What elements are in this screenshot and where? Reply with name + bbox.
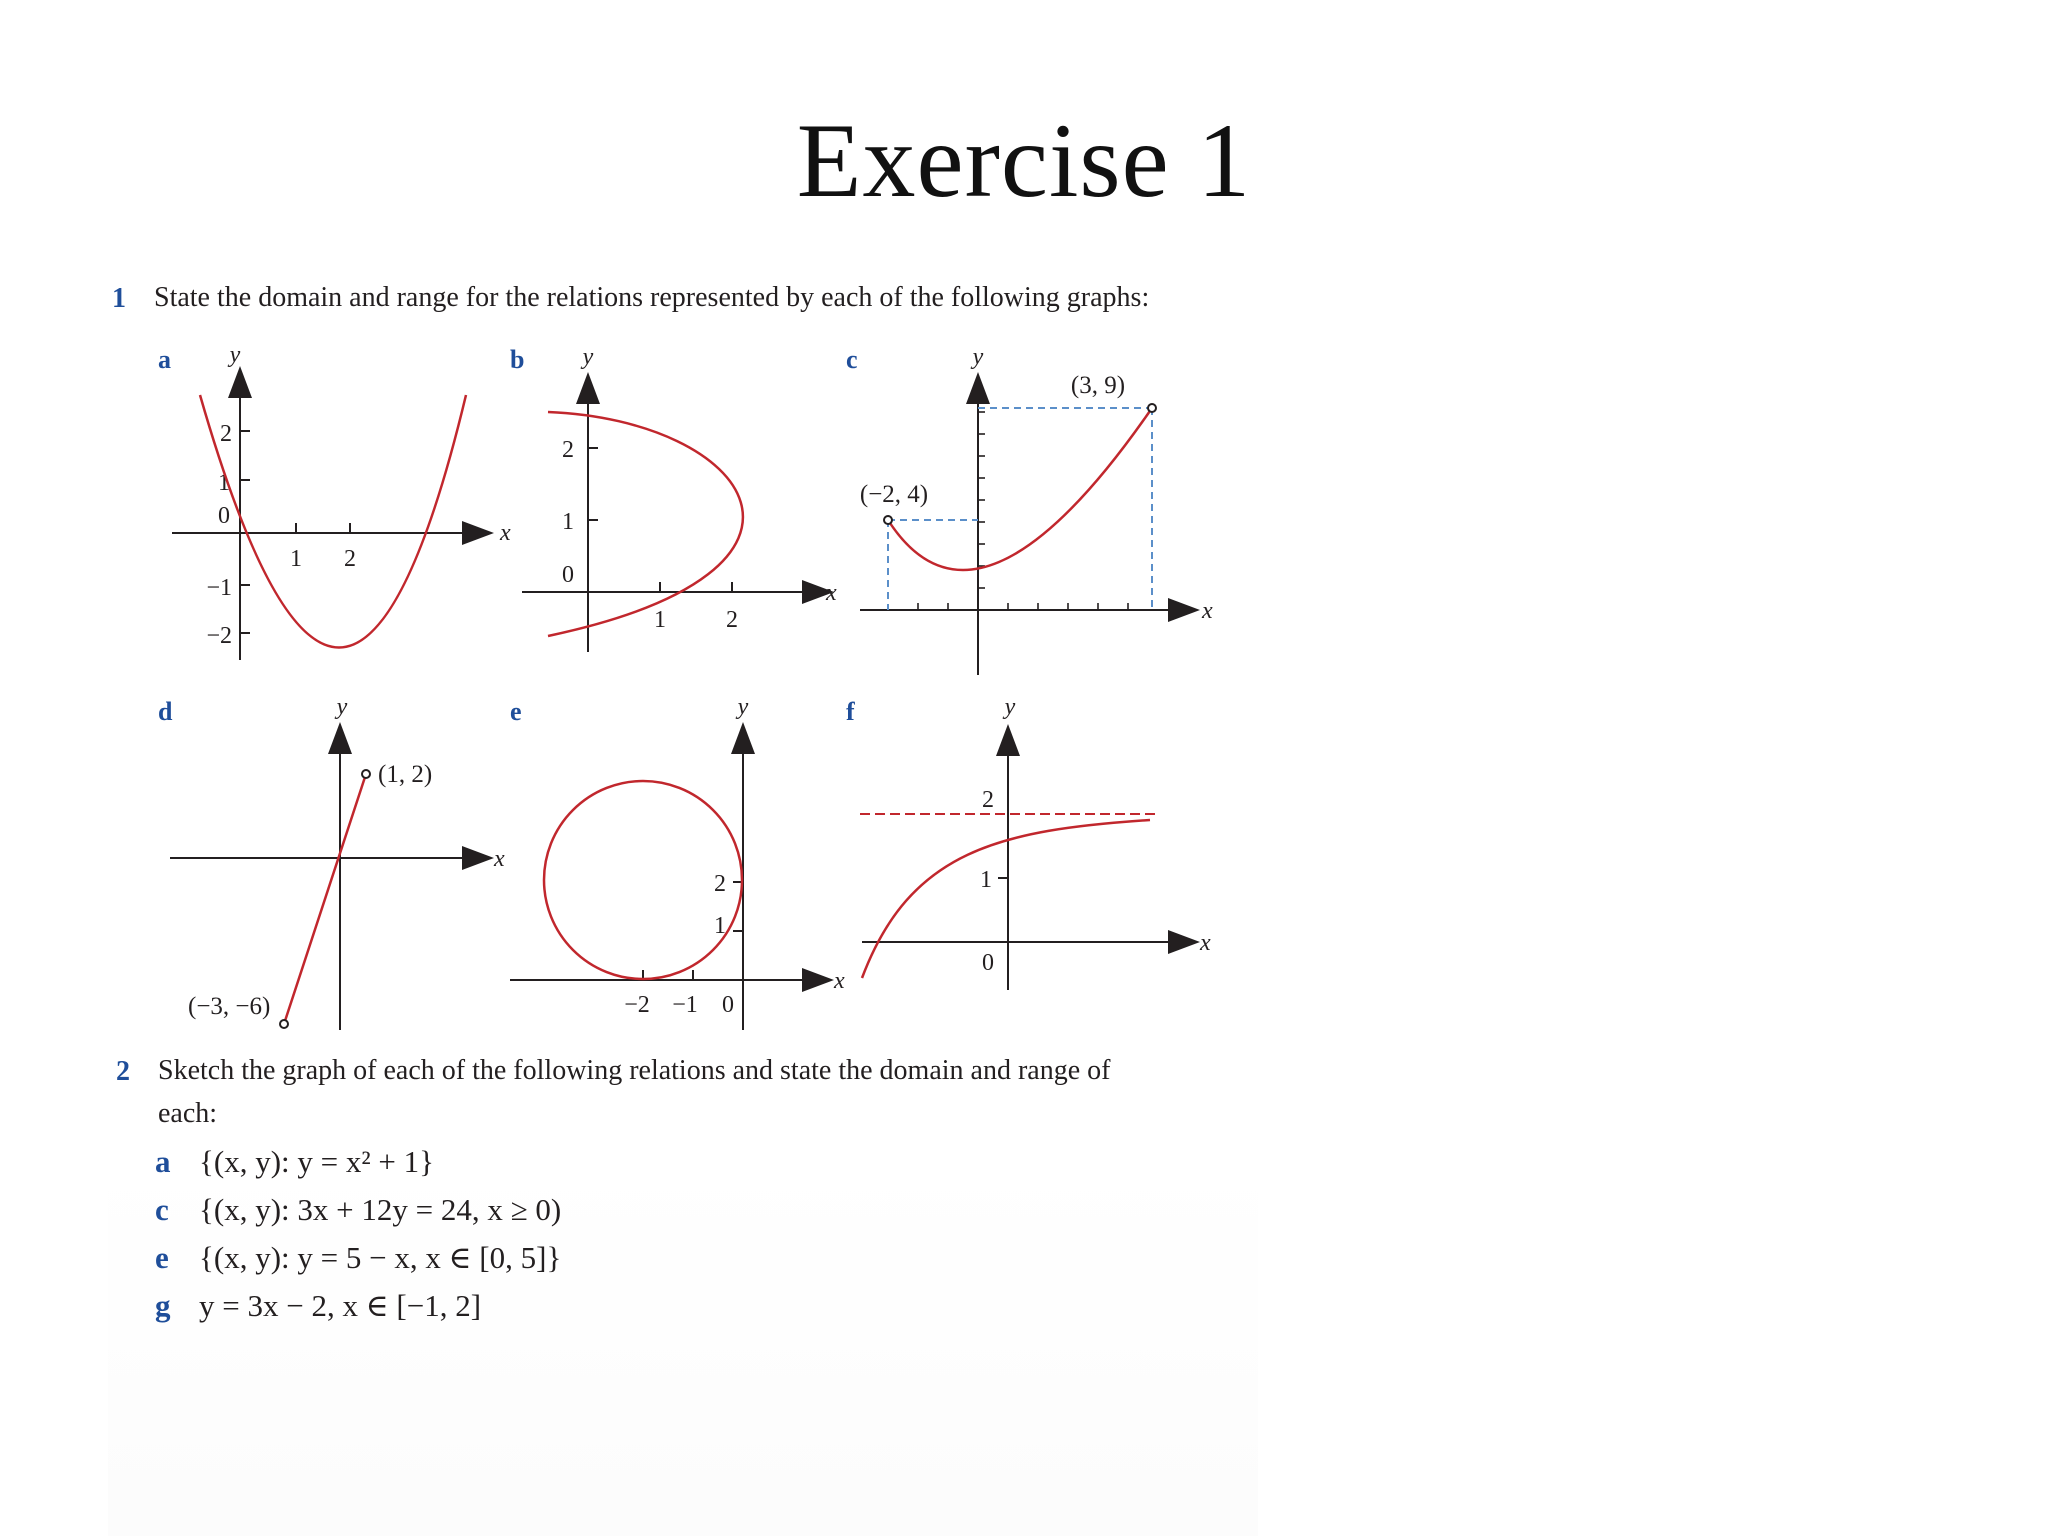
item-label: c [155,1192,169,1227]
graph-a-tick-x2: 2 [344,546,356,572]
graph-b-label: b [510,345,525,374]
graph-e-label: e [510,697,522,726]
question-1-text: State the domain and range for the relations represented by each of the following graphs: [154,282,1150,313]
graph-b-tick-x1: 1 [654,607,666,633]
question-2-number: 2 [116,1056,130,1087]
graph-b-x-label: x [826,580,837,606]
graph-a-tick-ym1: −1 [206,575,232,601]
question-2-text-line1: Sketch the graph of each of the following relations and state the domain and range of [158,1055,1111,1086]
item-text: {(x, y): y = 5 − x, x ∈ [0, 5]} [199,1240,562,1275]
graph-f-y-label: y [1004,694,1016,720]
graph-c [850,340,1230,685]
graph-e-circle [544,781,742,979]
graph-f-tick-y0: 0 [982,950,994,976]
question-1-number: 1 [112,283,126,314]
item-label: a [155,1144,171,1179]
item-label: g [155,1288,171,1323]
graph-f-tick-y2: 2 [982,787,994,813]
graph-e-tick-xm2: −2 [624,992,650,1018]
graph-e-tick-y2: 2 [714,871,726,897]
graph-a-x-label: x [500,520,511,546]
graph-f [850,690,1230,1015]
graph-b-curve [548,412,743,636]
graph-e-y-label: y [737,694,749,720]
graph-b-y-label: y [582,344,594,370]
item-text: {(x, y): y = x² + 1} [199,1144,435,1179]
graph-f-label: f [846,697,855,726]
graph-b-tick-x2: 2 [726,607,738,633]
graph-f-curve [862,820,1150,978]
graph-a [160,340,520,675]
slide-title: Exercise 1 [796,102,1252,219]
graph-d [160,690,540,1035]
graph-a-tick-y2: 2 [220,421,232,447]
graph-c-point-right: (3, 9) [1070,372,1126,399]
graph-d-line [284,774,366,1024]
question-2-item-g [155,1288,481,1324]
graph-a-y-label: y [229,342,241,368]
graph-a-tick-y0: 0 [218,503,230,529]
graph-f-tick-y1: 1 [980,867,992,893]
graph-b-tick-y2: 2 [562,437,574,463]
question-2-item-a [155,1144,434,1180]
graph-c-x-label: x [1202,598,1213,624]
graph-a-tick-ym2: −2 [206,623,232,649]
graph-e-tick-xm1: −1 [672,992,698,1018]
graph-d-label: d [158,697,173,726]
item-label: e [155,1240,169,1275]
graph-d-y-label: y [336,694,348,720]
graph-c-label: c [846,345,858,374]
graph-e [500,690,870,1035]
graph-b-tick-y0: 0 [562,562,574,588]
graph-b [520,340,860,665]
graph-d-point-bottom: (−3, −6) [188,993,271,1020]
graph-a-label: a [158,345,171,374]
item-text: {(x, y): 3x + 12y = 24, x ≥ 0) [199,1192,562,1227]
graph-c-point-left: (−2, 4) [859,481,929,508]
graph-a-tick-y1: 1 [218,470,230,496]
graph-e-tick-x0: 0 [722,992,734,1018]
question-2-item-c [155,1192,561,1228]
graph-f-x-label: x [1200,930,1211,956]
graph-e-x-label: x [834,968,845,994]
graph-a-tick-x1: 1 [290,546,302,572]
graph-c-y-label: y [972,344,984,370]
graph-b-tick-y1: 1 [562,509,574,535]
graph-e-tick-y1: 1 [714,913,726,939]
item-text: y = 3x − 2, x ∈ [−1, 2] [199,1288,482,1323]
question-2-item-e [155,1240,561,1276]
question-2-text-line2: each: [158,1098,218,1129]
graph-d-point-top: (1, 2) [378,761,433,788]
graph-d-x-label: x [494,846,505,872]
